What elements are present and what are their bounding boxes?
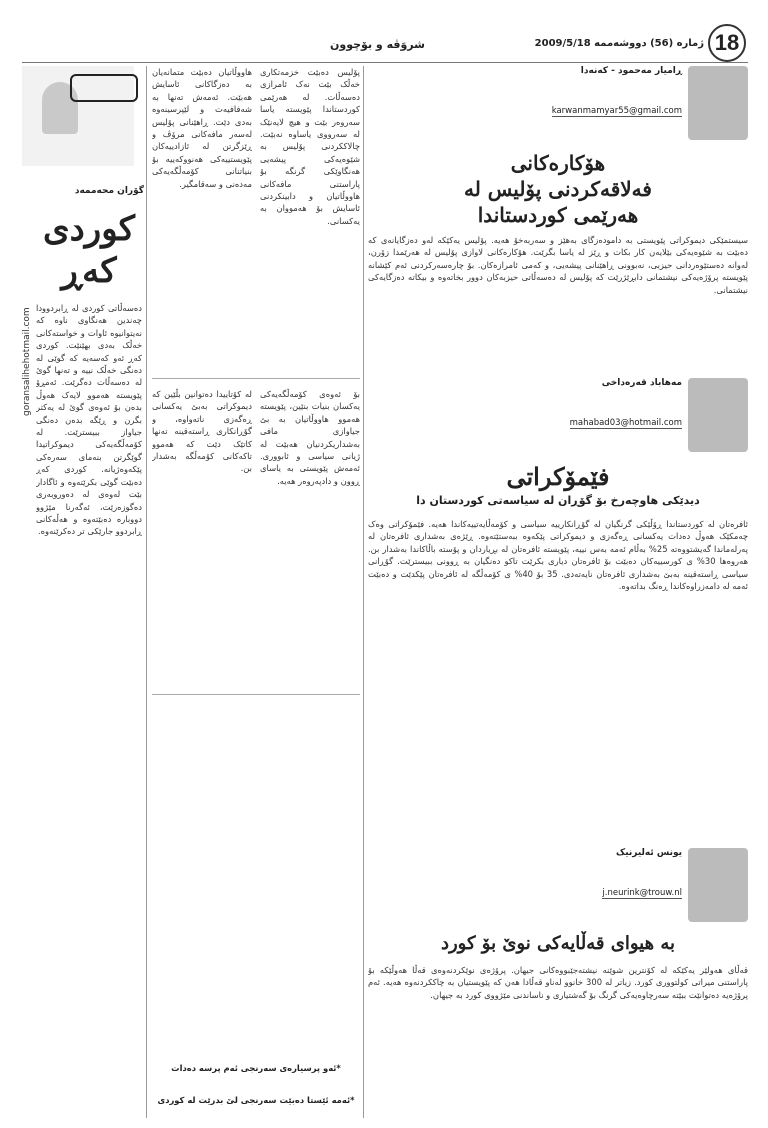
article-title	[368, 150, 748, 228]
article-body: سیستمێکی دیموکراتی پێویستی بە دامودەزگای بەهێز و سەربەخۆ هەیە. پۆلیس یەکێکە لەو دەزگایانەی کە دەبێت بە شێوەیەکی بێلایەن کار بکات و ڕێز لە یاسا بگرێت. هۆکارەکانی لاوازی پۆلیس لە هەرێمدا زۆرن، لەوانە دەستێوەردانی حیزبی، نەبوونی ڕاهێنانی پیشەیی، و کەمی ئامرازەکان. بۆ چارەسەرکردنی ئەم کێشانە پێویستە پرۆژەیەکی نیشتمانی دابڕێژرێت کە پۆلیس لە دەسەڵاتی حیزبەکان دوور بخاتەوە و بیکاتە دەزگایەکی نیشتمانی.	[368, 235, 748, 295]
column-divider	[363, 66, 364, 1118]
author-photo	[688, 848, 748, 922]
column-body: دەسەڵاتی کوردی لە ڕابردوودا چەندین هەنگاوی ناوە کە نەیتوانیوە ئاوات و خواستەکانی خەڵک بەدی بهێنێت. کوردی کەڕ ئەو کەسەیە کە گوێی لە دەنگی خەڵک نییە و تەنها گوێ لە دەسەڵات دەگرێت. ئەمڕۆ پێویستە هەموو لایەک هەوڵ بدەن بۆ ئەوەی گوێ لە یەکتر بگرن و ڕێگە بدەن دەنگی جیاواز ببیسترێت. لە کۆمەڵگەیەکی دیموکراتیدا گوێگرتن بنەمای سەرەکی پێکەوەژیانە. کوردی کەڕ دەبێت گوێی بکرێتەوە و ئاگادار بێت لەوەی لە دەوروبەری دەگوزەرێت، ئەگەرنا مێژوو دووبارە دەبێتەوە و هەڵەکانی ڕابردوو جارێکی تر دەکرێنەوە.	[36, 303, 142, 537]
left-column	[22, 66, 144, 1116]
author-row	[368, 848, 748, 924]
section-title: شروَڤە و بۆچوون	[330, 38, 425, 51]
pull-quote: *ئەمە ئێستا دەبێت سەرنجی لێ بدرێت لە کوردی	[157, 1095, 355, 1105]
author-row	[368, 378, 748, 454]
middle-top-col-b: هاووڵاتیان دەبێت متمانەیان بە دەزگاکانی ئاسایش هەبێت. ئەمەش تەنها بە شەفافیەت و لێپرسینەوە بەدی دێت. ڕاهێنانی پۆلیس لەسەر مافەکانی مرۆڤ و ڕێزگرتن لە ئازادییەکان پێویستییەکی هەنووکەییە بۆ بنیاتنانی کۆمەڵگەیەکی مەدەنی و سەقامگیر.	[152, 67, 252, 189]
middle-second-col-a: بۆ ئەوەی کۆمەڵگەیەکی یەکسان بنیات بنێین، پێویستە هەموو هاووڵاتیان بە بێ جیاوازی مافی بەشداریکردنیان هەبێت لە ژیانی سیاسی و ئابووری. ئەمەش پێویستی بە یاسای ڕوون و دادپەروەر هەیە.	[260, 389, 360, 486]
column-title: کوردی کەڕ	[43, 209, 135, 291]
page-header	[0, 0, 768, 60]
middle-top-text	[152, 66, 360, 366]
article-body: ئافرەتان لە کوردستاندا ڕۆڵێکی گرنگیان لە گۆڕانکارییە سیاسی و کۆمەڵایەتییەکاندا هەیە. فێمۆکراتی وەک چەمکێک هەوڵ دەدات یەکسانی ڕەگەزی و دیموکراتی پێکەوە ببەستێتەوە. ڕێژەی بەشداری ئافرەتان لە پەرلەماندا گەیشتووەتە 25% بەڵام ئەمە بەس نییە، پێویستە ئافرەتان لە بڕیاردان و پۆستە باڵاکاندا بەشدار بن. هەروەها 30% ی کورسییەکان دەبێت بۆ ئافرەتان دیاری بکرێت تاکو دەنگیان بە ڕوونی ببیسترێت. گۆڕانی سیاسی ڕاستەقینە بەبێ بەشداری ئافرەتان نایەتەدی. 35 بۆ 40% ی کۆمەڵگە لە ئافرەتان پێکدێت و دەبێت ئەمە لە دامەزراوەکاندا ڕەنگ بداتەوە.	[368, 519, 748, 592]
article-subtitle: دیدێکی هاوچەرخ بۆ گۆڕان لە سیاسەتی کوردستان دا	[416, 494, 700, 507]
author-name: یونس ئەلیرنیک	[615, 848, 682, 858]
column-logo	[22, 66, 134, 166]
title-line-3: هەرێمی کوردستاندا	[477, 203, 639, 227]
author-email[interactable]: karwanmamyar55@gmail.com	[551, 106, 682, 116]
author-name: مەهاباد قەرەداخی	[601, 378, 682, 388]
author-email[interactable]: mahabad03@hotmail.com	[569, 418, 682, 428]
logo-mark-icon	[70, 74, 138, 102]
columnist-name: گۆران محەممەد	[74, 186, 144, 196]
article-body: قەڵای هەولێر یەکێکە لە کۆنترین شوێنە نیشتەجێبووەکانی جیهان. پرۆژەی نوێکردنەوەی قەڵا هەوڵێکە بۆ پاراستنی میراتی کولتووری کورد. زیاتر لە 300 خانوو لەناو قەڵادا هەن کە پێویستیان بە چاککردنەوە هەیە. ئەم پرۆژەیە دەتوانێت ببێتە سەرچاوەیەکی گرنگ بۆ گەشتیاری و ناساندنی مێژووی کورد بە جیهان.	[368, 965, 748, 1000]
middle-top-col-a: پۆلیس دەبێت خزمەتکاری خەڵک بێت نەک ئامرازی دەسەڵات. لە هەرێمی کوردستاندا پێویستە یاسا سەروەر بێت و هیچ لایەنێک لە سەرووی یاساوە نەبێت. چالاککردنی پۆلیس بە شێوەیەکی پیشەیی هەنگاوێکی گرنگە بۆ پاراستنی مافەکانی هاووڵاتیان و دابینکردنی ئاسایش بۆ هەمووان بە یەکسانی.	[260, 67, 360, 226]
article-title: بە هیوای قەڵایەکی نوێ بۆ کورد	[440, 933, 676, 954]
article-police	[368, 66, 748, 366]
page-number: 18	[708, 24, 746, 62]
author-email[interactable]: j.neurink@trouw.nl	[602, 888, 682, 898]
author-name: ڕامیار مەحمود - کەنەدا	[580, 66, 682, 76]
article-title: فێمۆکراتی	[506, 462, 610, 491]
author-row	[368, 66, 748, 142]
author-photo	[688, 66, 748, 140]
pull-quote: *ئەو پرسیارەی سەرنجی ئەم پرسە دەدات	[171, 1063, 341, 1073]
columnist-email[interactable]: goransalihehotmail.com	[22, 307, 32, 416]
header-rule	[22, 62, 748, 63]
middle-second-text	[152, 388, 360, 688]
middle-third-text	[152, 702, 360, 1122]
middle-divider	[152, 378, 360, 379]
article-feminocracy	[368, 378, 748, 738]
middle-divider	[152, 694, 360, 695]
author-photo	[688, 378, 748, 452]
title-line-1: هۆکارەکانی	[510, 151, 606, 175]
article-citadel	[368, 848, 748, 1118]
middle-second-col-b: لە کۆتاییدا دەتوانین بڵێین کە دیموکراتی بەبێ یەکسانی ڕەگەزی ناتەواوە، و گۆڕانکاری ڕاستەقینە تەنها کاتێک دێت کە هەموو تاکەکانی کۆمەڵگە بەشدار بن.	[152, 389, 252, 474]
title-line-2: فەلاقەکردنی پۆلیس لە	[464, 177, 652, 201]
column-divider	[146, 66, 147, 1118]
issue-line: ژمارە (56) دووشەممە 2009/5/18	[534, 38, 704, 49]
